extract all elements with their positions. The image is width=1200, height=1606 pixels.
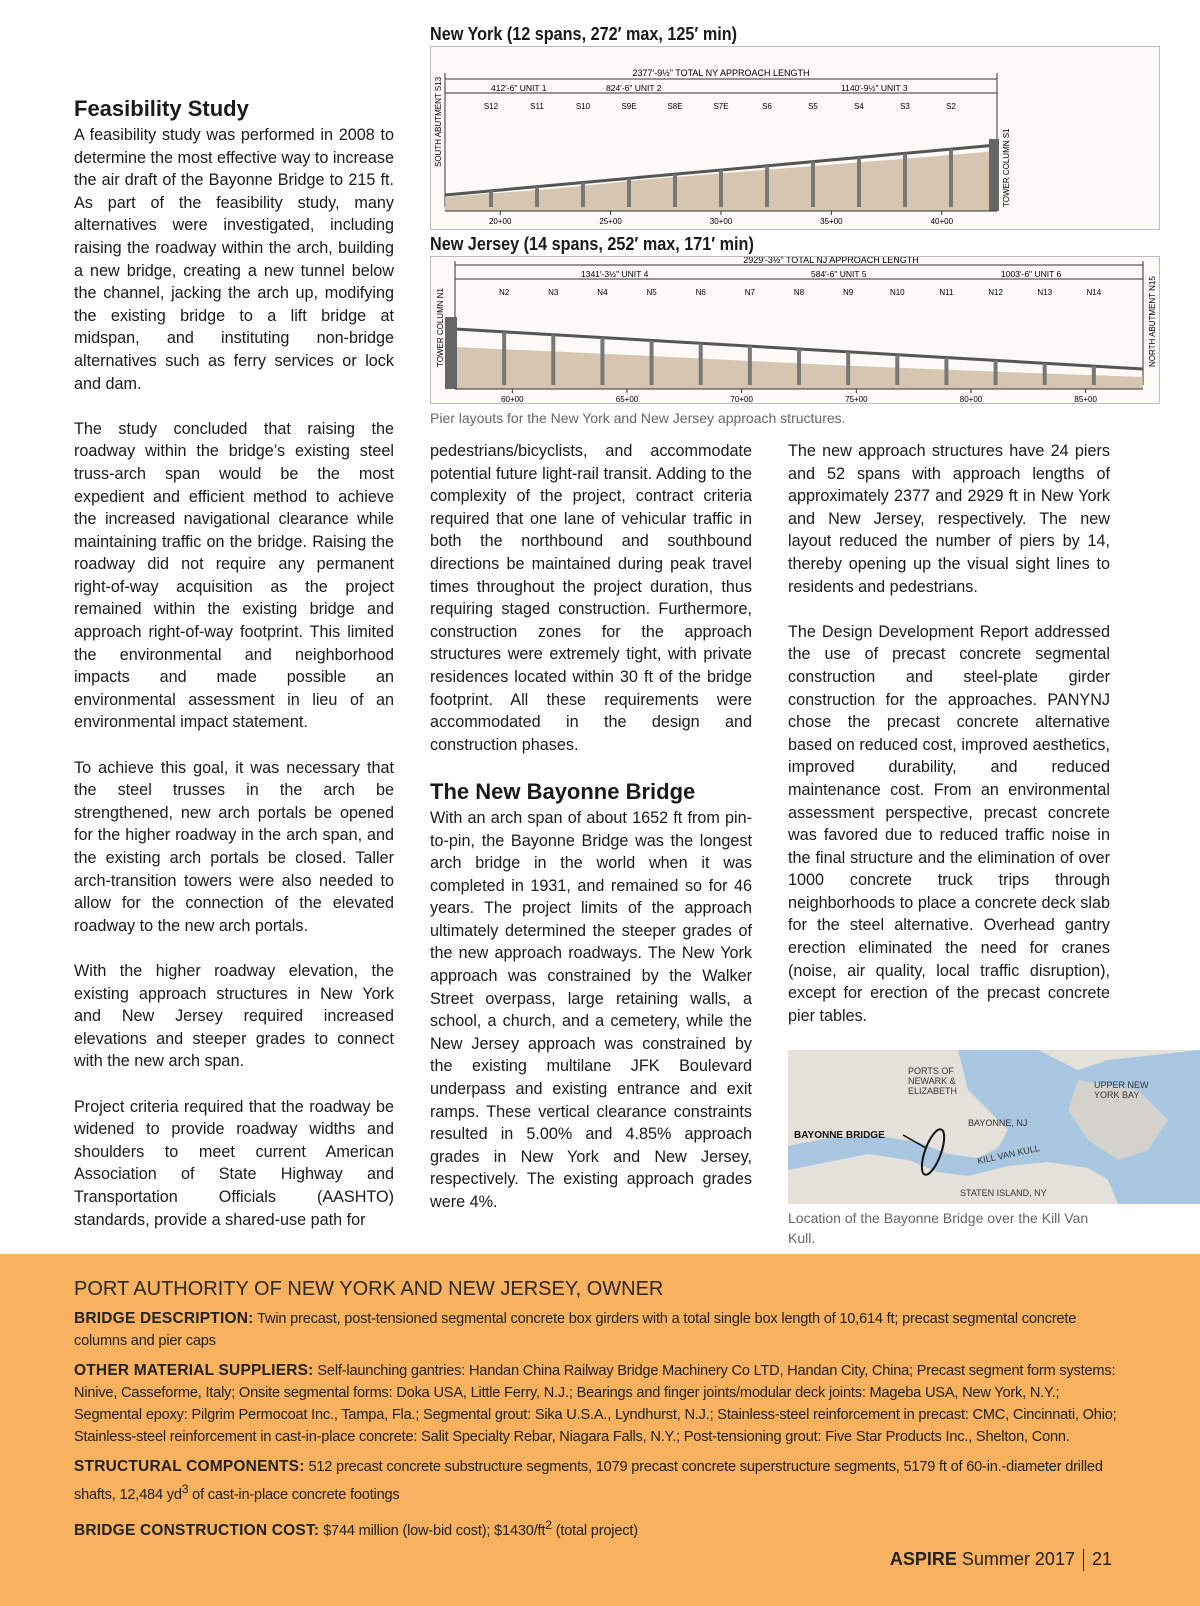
kill-van-kull-label: KILL VAN KULL <box>976 1142 1041 1166</box>
nj-pier-N13 <box>1043 363 1047 385</box>
nj-pier-label-N6: N6 <box>695 288 706 297</box>
paragraph: With an arch span of about 1652 ft from pin-to-pin, the Bayonne Bridge was the longest arch bridge in the world when it was completed in 1931, and remained so for 46 years. The project limits of the approach ultimately determined the steeper grades of the new approach roadways. The New York approach was constrained by the Walker Street overpass, large retaining walls, a school, a church, and a cemetery, while the New Jersey approach was constrained by the existing multilane JFK Boulevard underpass and existing entrance and exit ramps. These vertical clearance constraints resulted in 5.00% and 4.85% approach grades in New York and New Jersey, respectively. The existing approach grades were 4%. <box>430 808 752 1211</box>
construction-cost <box>74 1514 1126 1542</box>
map-caption: Location of the Bayonne Bridge over the Kill Van Kull. <box>788 1210 1089 1246</box>
upper-bay-label-1: UPPER NEW <box>1094 1080 1149 1090</box>
nj-pier-N2 <box>502 332 506 385</box>
structural-components <box>74 1456 1126 1506</box>
nj-pier-layout-diagram <box>430 256 1160 404</box>
nj-right-end-label: NORTH ABUTMENT N15 <box>1148 276 1157 367</box>
ny-pier-label-S4: S4 <box>854 102 864 111</box>
nj-pier-label-N8: N8 <box>793 288 805 297</box>
nj-stations-group <box>501 389 1097 404</box>
ny-pier-label-S6: S6 <box>762 102 772 111</box>
nj-diagram-title: New Jersey (14 spans, 252′ max, 171′ min) <box>430 234 754 254</box>
ny-pier-label-S11: S11 <box>530 102 544 111</box>
nj-pier-N9 <box>846 352 850 385</box>
bayonne-bridge-label: BAYONNE BRIDGE <box>794 1130 885 1141</box>
nj-station-label: 85+00 <box>1074 395 1097 404</box>
nj-pier-N11 <box>944 358 948 385</box>
nj-pier-label-N5: N5 <box>646 288 657 297</box>
issue-label: Summer 2017 <box>961 1549 1075 1569</box>
nj-tower-column <box>445 317 457 389</box>
nj-station-label: 80+00 <box>959 395 983 404</box>
cost-label: BRIDGE CONSTRUCTION COST: <box>74 1521 320 1539</box>
column-a <box>74 96 394 1254</box>
ports-label-3: ELIZABETH <box>908 1086 958 1096</box>
nj-left-end-label: TOWER COLUMN N1 <box>436 288 445 367</box>
cost-superscript: 2 <box>545 1517 552 1532</box>
nj-pier-label-N10: N10 <box>889 288 905 297</box>
nj-pier-label-N13: N13 <box>1037 288 1053 297</box>
paragraph: Project criteria required that the roadway be widened to provide roadway widths and shoulders to meet current American Association of State Highway and Transportation Officials (AASHTO) standards, provide a shared-use path for <box>74 1097 394 1229</box>
ny-diagram-svg <box>431 47 1160 230</box>
ny-pier-S12 <box>489 191 493 207</box>
magazine-name: ASPIRE <box>889 1549 957 1569</box>
pier-layout-caption: Pier layouts for the New York and New Jersey approach structures. <box>430 410 846 426</box>
ny-station-label: 25+00 <box>599 217 622 226</box>
nj-pier-label-N14: N14 <box>1086 288 1102 297</box>
ny-pier-S8E <box>673 174 677 207</box>
ny-total-length-label: 2377′-9½" TOTAL NY APPROACH LENGTH <box>632 68 810 78</box>
ny-pier-S10 <box>581 183 585 208</box>
ny-station-label: 30+00 <box>709 217 733 226</box>
nj-pier-N14 <box>1092 366 1096 385</box>
paragraph: A feasibility study was performed in 2008 to determine the most effective way to increase the air draft of the Bayonne Bridge to 215 ft. As part of the feasibility study, many alternatives were investigated, including raising the roadway within the arch, building a new bridge, creating a new tunnel below the channel, jacking the arch up, modifying the existing bridge to a lift bridge at midspan, and instituting non-bridge alternatives such as ferry services or lock and dam. <box>74 126 395 393</box>
ny-pier-label-S5: S5 <box>808 102 818 111</box>
components-superscript: 3 <box>181 1482 189 1496</box>
footer-separator <box>1083 1549 1084 1571</box>
nj-pier-N6 <box>699 343 703 385</box>
ny-pier-S9E <box>627 178 631 207</box>
page-number: 21 <box>1091 1549 1112 1569</box>
ny-pier-label-S12: S12 <box>483 102 499 111</box>
ny-pier-S11 <box>535 187 539 207</box>
nj-pier-N5 <box>650 340 654 385</box>
nj-pier-N10 <box>895 355 899 385</box>
cost-text-end: (total project) <box>551 1522 638 1539</box>
nj-diagram-svg <box>431 257 1160 404</box>
nj-station-label: 60+00 <box>501 395 524 404</box>
ny-tower-column <box>989 139 999 211</box>
paragraph: The Design Development Report addressed the use of precast concrete segmental construction and steel-plate girder construction for the approaches. PANYNJ chose the precast concrete alternative based on reduced cost, improved aesthetics, improved durability, and reduced maintenance cost. From an environmental assessment perspective, precast concrete was favored due to reduced traffic noise in the final structure and the elimination of over 1000 concrete truck trips through neighborhoods to place a concrete deck slab for the steel alternative. Overhead gantry erection eliminated the need for cranes (noise, air quality, local traffic disruption), except for erection of the precast concrete pier tables. <box>788 622 1110 1025</box>
owner-line: PORT AUTHORITY OF NEW YORK AND NEW JERSEY, OWNER <box>74 1278 664 1300</box>
column-c <box>788 440 1110 1050</box>
paragraph: To achieve this goal, it was necessary that the steel trusses in the arch be strengthened, new arch portals be opened for the higher roadway in the arch span, and the existing arch portals be closed. Taller arch-transition towers were also needed to allow for the connection of the elevated roadway to the new arch portals. <box>74 758 394 935</box>
nj-unit-5-label: 584′-6" UNIT 5 <box>811 269 867 279</box>
ny-left-end-label: SOUTH ABUTMENT S13 <box>434 76 443 167</box>
ny-right-end-label: TOWER COLUMN S1 <box>1002 128 1011 207</box>
ny-pier-label-S3: S3 <box>900 102 910 111</box>
ports-label-1: PORTS OF <box>908 1066 954 1076</box>
ny-pier-layout-diagram <box>430 46 1160 230</box>
ny-pier-label-S7E: S7E <box>713 102 729 111</box>
nj-pier-N3 <box>551 335 555 385</box>
staten-island-label: STATEN ISLAND, NY <box>960 1188 1047 1198</box>
ny-pier-label-S8E: S8E <box>667 102 683 111</box>
suppliers-text: Self-launching gantries: Handan China Railway Bridge Machinery Co LTD, Handan City, China; Precast segment form systems: Ninive, Casseforme, Italy; Onsite segmental forms: Doka USA, Little Ferry, N.J.; Bearings and finger joints/modular deck joints: Mageba USA, New York, N.Y.; Segmental epoxy: Pilgrim Permocoat Inc., Tampa, Fla.; Segmental grout: Sika U.S.A., Lyndhurst, N.J.; Stainless-steel reinforcement in precast: CMC, Cincinnati, Ohio; Stainless-steel reinforcement in cast-in-place concrete: Salit Specialty Rebar, Niagara Falls, N.Y.; Post-tensioning grout: Five Star Products Inc., Shelton, Conn. <box>74 1363 1117 1445</box>
ny-pier-S7E <box>719 170 723 207</box>
other-material-suppliers <box>74 1360 1126 1448</box>
location-map <box>788 1050 1200 1204</box>
ny-unit-2-label: 824′-6" UNIT 2 <box>606 83 662 93</box>
nj-pier-label-N9: N9 <box>843 288 854 297</box>
nj-pier-label-N11: N11 <box>939 288 954 297</box>
nj-pier-label-N7: N7 <box>744 288 755 297</box>
ny-pier-S2 <box>949 149 953 207</box>
nj-unit-4-label: 1341′-3½" UNIT 4 <box>581 269 649 279</box>
ny-unit-3-label: 1140′-9½" UNIT 3 <box>841 83 908 93</box>
ny-station-label: 20+00 <box>488 217 512 226</box>
suppliers-label: OTHER MATERIAL SUPPLIERS: <box>74 1362 314 1379</box>
ny-unit-1-label: 412′-6" UNIT 1 <box>491 83 547 93</box>
bridge-description-label: BRIDGE DESCRIPTION: <box>74 1310 254 1327</box>
nj-unit-6-label: 1003′-6" UNIT 6 <box>1001 269 1062 279</box>
ny-station-label: 40+00 <box>930 217 954 226</box>
bridge-description <box>74 1308 1126 1352</box>
ny-diagram-title: New York (12 spans, 272′ max, 125′ min) <box>430 24 738 44</box>
ny-pier-label-S9E: S9E <box>621 102 637 111</box>
ny-pier-S5 <box>811 162 815 207</box>
ny-pier-label-S2: S2 <box>946 102 956 111</box>
bayonne-nj-label: BAYONNE, NJ <box>968 1118 1028 1128</box>
ny-pier-S3 <box>903 153 907 207</box>
nj-pier-label-N12: N12 <box>988 288 1003 297</box>
paragraph: The study concluded that raising the roadway within the bridge’s existing steel truss-arch span would be the most expedient and efficient method to achieve the increased navigational clearance while maintaining traffic on the bridge. Raising the roadway did not require any permanent right-of-way acquisition as the project remained within the existing bridge and approach right-of-way footprint. This limited the environmental and neighborhood impacts and made possible an environmental assessment in lieu of an environmental impact statement. <box>74 419 394 732</box>
nj-pier-N4 <box>600 338 604 385</box>
ny-station-label: 35+00 <box>820 217 843 226</box>
components-label: STRUCTURAL COMPONENTS: <box>74 1458 305 1475</box>
upper-bay-label-2: YORK BAY <box>1094 1090 1140 1100</box>
nj-pier-label-N4: N4 <box>597 288 608 297</box>
nj-pier-N12 <box>994 360 998 385</box>
ny-stations-group <box>489 211 954 226</box>
column-b <box>430 440 752 1236</box>
nj-pier-label-N2: N2 <box>499 288 510 297</box>
nj-station-label: 65+00 <box>615 395 639 404</box>
nj-pier-label-N3: N3 <box>548 288 559 297</box>
nj-pier-N7 <box>748 346 752 385</box>
paragraph: With the higher roadway elevation, the existing approach structures in New York and New Jersey required increased elevations and steeper grades to connect with the new arch span. <box>74 961 394 1071</box>
feasibility-study-heading: Feasibility Study <box>74 96 249 121</box>
paragraph: pedestrians/bicyclists, and accommodate potential future light-rail transit. Adding to the complexity of the project, contract criteria required that one lane of vehicular traffic in both the northbound and southbound directions be maintained during peak travel times throughout the project duration, thus requiring staged construction. Furthermore, construction zones for the approach structures were extremely tight, with private residences located within 30 ft of the bridge footprint. All these requirements were accommodated in the design and construction phases. <box>430 442 752 754</box>
ports-label-2: NEWARK & <box>908 1076 956 1086</box>
nj-station-label: 70+00 <box>730 395 753 404</box>
components-text: 512 precast concrete substructure segments, 1079 precast concrete superstructure segments, 5179 ft of 60-in.-diameter drilled shafts, 12,484 yd <box>74 1459 1103 1503</box>
ny-pier-S6 <box>765 166 769 207</box>
paragraph: The new approach structures have 24 piers and 52 spans with approach lengths of approximately 2377 and 2929 ft in New York and New Jersey, respectively. The new layout reduced the number of piers by 14, thereby opening up the visual sight lines to residents and pedestrians. <box>788 442 1110 596</box>
location-map-svg <box>788 1050 1200 1204</box>
ny-pier-S4 <box>857 158 861 208</box>
nj-pier-N8 <box>797 349 801 385</box>
bridge-description-text: Twin precast, post-tensioned segmental concrete box girders with a total single box length of 10,614 ft; precast segmental concrete columns and pier caps <box>74 1311 1077 1349</box>
page-footer <box>890 1547 1112 1571</box>
nj-station-label: 75+00 <box>845 395 868 404</box>
components-text-end: of cast-in-place concrete footings <box>188 1486 400 1503</box>
new-bayonne-bridge-heading: The New Bayonne Bridge <box>430 778 696 804</box>
nj-total-length-label: 2929′-3½" TOTAL NJ APPROACH LENGTH <box>743 257 919 265</box>
ny-pier-label-S10: S10 <box>575 102 591 111</box>
cost-text: $744 million (low-bid cost); $1430/ft <box>323 1522 546 1539</box>
